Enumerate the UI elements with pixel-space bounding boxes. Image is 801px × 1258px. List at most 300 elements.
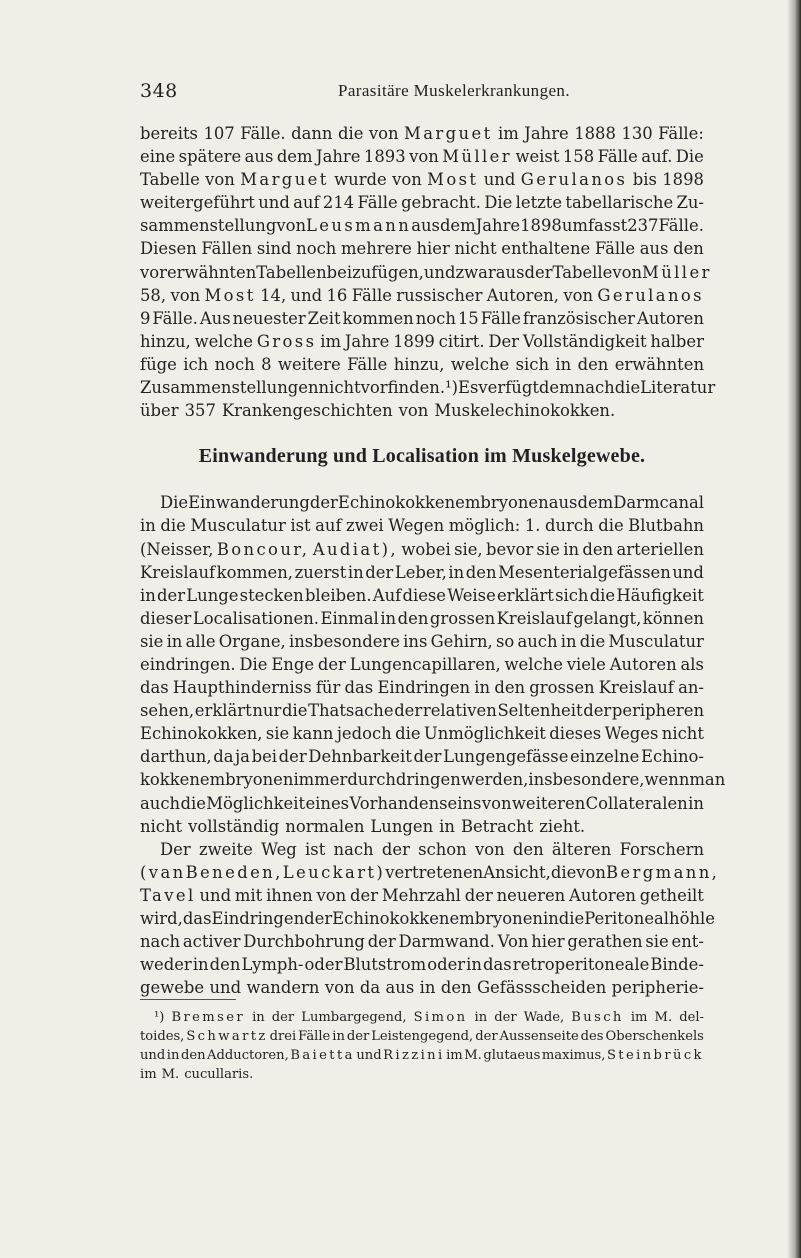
word: bereits [140, 124, 198, 143]
word: dem [439, 216, 476, 236]
word: Der [160, 839, 191, 859]
word: nicht [661, 724, 704, 744]
word: hier [531, 932, 565, 952]
word: ist [305, 839, 326, 859]
word: die [589, 585, 616, 605]
word: den [465, 562, 497, 582]
word: den [582, 539, 614, 559]
word: sehen, [140, 701, 195, 721]
word: alle [185, 631, 216, 651]
word: ent- [671, 932, 704, 952]
word: Gehirn, [430, 631, 493, 651]
running-title: Parasitäre Muskelerkrankungen. [338, 81, 570, 100]
word: Aus [199, 308, 231, 328]
word: Von [497, 932, 529, 952]
text-line [140, 976, 704, 999]
text-line [140, 284, 704, 307]
word: cucullaris. [184, 1067, 254, 1082]
word: Rizzini [383, 1048, 445, 1063]
word: Binde- [650, 955, 704, 975]
word: in [166, 1048, 180, 1063]
word: M. [464, 1048, 482, 1063]
word: das [140, 678, 169, 698]
word: gerathen [567, 932, 643, 952]
word: im [446, 1048, 463, 1063]
text-line [140, 399, 704, 422]
word: Fälle [351, 285, 392, 305]
word: eindringen. [140, 654, 236, 674]
word: aus [411, 216, 440, 236]
word: Krankengeschichten [221, 401, 393, 421]
body-text [140, 122, 726, 999]
word: Localisationen. [192, 608, 319, 628]
word: Kreislauf [496, 608, 572, 628]
word: Organe, [218, 631, 286, 651]
word: Fällen [201, 239, 253, 259]
word: Einwanderung [188, 493, 310, 513]
word: gewebe [140, 978, 205, 998]
word: sie [536, 539, 560, 559]
word: retroperitoneale [512, 955, 650, 975]
word: Vollständigkeit [522, 331, 647, 351]
word: kokkenembryonen [140, 770, 294, 790]
word: Forschern [619, 839, 704, 859]
word: kann [292, 724, 334, 744]
word: dem [577, 493, 614, 513]
word: drei [269, 1029, 297, 1044]
word: Jahre [475, 216, 521, 236]
word: hier [416, 239, 450, 259]
word: von [576, 862, 606, 882]
word: von [392, 170, 422, 190]
word: Gross [256, 331, 317, 351]
word: umfasst [561, 216, 628, 236]
word: die [579, 631, 606, 651]
word: Betracht [460, 816, 534, 836]
word: bleiben. [304, 585, 372, 605]
word: Fälle. [658, 216, 704, 236]
word: der [317, 654, 346, 674]
word: dem [276, 147, 313, 167]
word: 8 [261, 354, 272, 374]
word: grossen [529, 678, 595, 698]
word: Lunge [186, 585, 239, 605]
paragraph-2 [140, 491, 726, 837]
word: vorerwähnten [140, 262, 257, 282]
word: darthun, [140, 747, 212, 767]
word: den [209, 955, 241, 975]
word: von [170, 285, 201, 305]
word: Mehrzahl [381, 885, 461, 905]
word: der [350, 885, 379, 905]
text-line [140, 307, 704, 330]
word: erklärt [194, 701, 252, 721]
word: 1898 [520, 216, 562, 236]
text-line [140, 607, 704, 630]
word: den [512, 839, 544, 859]
word: vorfinden. [360, 378, 446, 398]
word: beizufügen, [326, 262, 424, 282]
word: Adductoren, [207, 1048, 289, 1063]
word: 158 [562, 147, 595, 167]
footnote-line [140, 1065, 704, 1084]
page-edge-shadow [787, 0, 801, 1258]
word: 15 [457, 308, 479, 328]
word: die [395, 724, 421, 744]
word: Wegen [388, 516, 445, 536]
word: Wade, [523, 1010, 565, 1025]
word: welche [450, 354, 510, 374]
word: Bergmann, [605, 862, 720, 882]
word: der [524, 262, 553, 282]
word: Blutbahn [628, 516, 704, 536]
word: wenn [644, 770, 690, 790]
word: und [356, 1048, 382, 1063]
word: im [630, 1010, 648, 1025]
word: eines [305, 793, 350, 813]
word: in [474, 678, 491, 698]
word: bevor [486, 539, 534, 559]
word: der [475, 1029, 498, 1044]
word: 14, [260, 285, 287, 305]
word: Leusmann [306, 216, 412, 236]
word: enthaltene [501, 239, 591, 259]
word: das [483, 955, 512, 975]
word: Seltenheit [497, 701, 583, 721]
word: stecken [239, 585, 304, 605]
word: kommen, [216, 562, 293, 582]
word: nicht [318, 378, 361, 398]
text-line [140, 584, 704, 607]
word: M. [654, 1010, 673, 1025]
word: sammenstellung [140, 216, 277, 236]
word: durchdringen [347, 770, 461, 790]
word: in [192, 955, 209, 975]
word: in [380, 608, 397, 628]
word: durch [545, 516, 594, 536]
word: maximus, [541, 1048, 606, 1063]
word: im [320, 331, 342, 351]
text-line [140, 768, 726, 791]
word: im [498, 124, 519, 143]
word: M. [161, 1067, 180, 1082]
word: die [160, 516, 186, 536]
word: relativen [422, 701, 497, 721]
word: nicht [454, 239, 497, 259]
word: mit [234, 885, 263, 905]
word: in [542, 909, 559, 928]
word: der [346, 1029, 370, 1044]
word: der [494, 1010, 517, 1025]
word: (van [140, 862, 186, 882]
word: in [563, 539, 580, 559]
word: den [397, 608, 429, 628]
word: können [642, 608, 704, 628]
word: sie, [454, 539, 483, 559]
word: und [199, 885, 232, 905]
word: in [466, 955, 482, 975]
word: Zeit [307, 308, 341, 328]
word: Fälle. [152, 308, 198, 328]
word: Fälle: [658, 124, 704, 143]
word: in [448, 562, 465, 582]
word: Simon [413, 1010, 468, 1025]
word: zuerst [294, 562, 347, 582]
word: von [474, 839, 505, 859]
text-line [140, 630, 704, 653]
word: wurde [334, 170, 387, 190]
word: in [555, 354, 572, 374]
word: Weg [261, 839, 297, 859]
word: von [324, 978, 355, 998]
word: Tabelle [552, 262, 613, 282]
word: Vorhandenseins [349, 793, 482, 813]
word: Die [484, 193, 513, 213]
word: sind [256, 239, 292, 259]
word: man [689, 770, 726, 790]
word: zwar [455, 262, 496, 282]
word: 237 [627, 216, 659, 236]
word: der [304, 909, 333, 928]
word: oder [427, 955, 466, 975]
word: normalen [285, 816, 365, 836]
paragraph-3 [140, 838, 720, 1000]
word: füge [140, 354, 177, 374]
text-line [140, 237, 704, 260]
word: Beneden, [185, 862, 283, 882]
word: von [563, 285, 593, 305]
word: Enge [271, 654, 315, 674]
word: ihnen [266, 885, 313, 905]
word: vertretenen [385, 862, 484, 882]
text-line [140, 676, 704, 699]
word: Fälle [298, 1029, 331, 1044]
word: vollständig [188, 816, 280, 836]
word: ¹) [154, 1010, 165, 1025]
word: aus [385, 978, 415, 998]
text-line [140, 122, 704, 145]
word: sie [645, 932, 669, 952]
word: Leistengegend, [371, 1029, 474, 1044]
word: ich [183, 354, 209, 374]
word: Lungengefässe [443, 747, 569, 767]
word: der [367, 932, 396, 952]
word: getheilt [639, 885, 704, 905]
word: 130 [621, 124, 653, 143]
word: peripheren [611, 701, 704, 721]
word: von [276, 216, 306, 236]
word: in [166, 631, 183, 651]
word: als [680, 654, 704, 674]
running-head [140, 80, 700, 102]
text-line [140, 261, 712, 284]
word: Marguet [404, 124, 493, 143]
text-line [140, 376, 716, 399]
word: auch [140, 793, 181, 813]
word: Autoren [636, 308, 704, 328]
word: peripherie- [611, 978, 704, 998]
word: Weges [604, 724, 659, 744]
word: und [483, 170, 516, 190]
word: immer [293, 770, 348, 790]
text-line [140, 145, 704, 168]
word: das [344, 678, 374, 698]
text-line [140, 330, 704, 353]
word: und [140, 1048, 166, 1063]
word: Echinokokken, [140, 724, 263, 744]
word: und [290, 285, 323, 305]
word: neuester [232, 308, 306, 328]
word: der [365, 562, 394, 582]
word: den [577, 354, 609, 374]
word: in [560, 631, 577, 651]
word: das [182, 909, 212, 928]
word: von [481, 793, 512, 813]
word: (Neisser, [140, 539, 214, 559]
word: Most [204, 285, 256, 305]
word: für [315, 678, 341, 698]
word: Busch [571, 1010, 624, 1025]
word: Echinokokkenembryonen [337, 493, 549, 513]
word: an- [678, 678, 704, 698]
word: eine [140, 147, 176, 167]
word: gebracht. [401, 193, 481, 213]
word: erwähnten [614, 354, 704, 374]
word: halber [650, 331, 704, 351]
word: grossen [429, 608, 496, 628]
word: da [359, 978, 381, 998]
footnote-line [140, 1027, 704, 1046]
word: Zu- [676, 193, 704, 213]
word: nach [140, 932, 181, 952]
word: Audiat), [312, 539, 398, 559]
word: Boncour, [216, 539, 310, 559]
word: wobei [401, 539, 451, 559]
word: den [494, 678, 526, 698]
word: der [309, 493, 338, 513]
word: Lumbargegend, [301, 1010, 407, 1025]
word: älteren [551, 839, 612, 859]
footnote-rule [140, 999, 236, 1000]
word: Weise [447, 585, 496, 605]
word: Einmal [320, 608, 379, 628]
word: sich [515, 354, 550, 374]
word: von [398, 401, 429, 421]
word: Dehnbarkeit [308, 747, 412, 767]
word: russischer [396, 285, 483, 305]
word: 1. [524, 516, 541, 536]
word: viele [566, 654, 606, 674]
word: 107 [203, 124, 235, 143]
word: des [580, 1029, 604, 1044]
word: Darmcanal [613, 493, 705, 513]
word: der [381, 839, 410, 859]
word: Leber, [394, 562, 447, 582]
word: französischer [522, 308, 635, 328]
word: aus [639, 239, 669, 259]
word: Zusammenstellungen [140, 378, 319, 398]
word: Muskelechinokokken. [434, 401, 616, 421]
text-line [140, 722, 704, 745]
text-line [140, 538, 704, 561]
word: auf [293, 193, 320, 213]
word: Haupthinderniss [172, 678, 312, 698]
word: bei [251, 747, 278, 767]
word: über [140, 401, 179, 421]
word: letzte [515, 193, 563, 213]
word: Die [160, 493, 189, 513]
word: der [583, 701, 612, 721]
word: und [672, 562, 704, 582]
word: Kreislauf [598, 678, 674, 698]
word: Gerulanos [520, 170, 628, 190]
word: wird, [140, 909, 183, 928]
text-line [140, 792, 704, 815]
footnote-line [140, 1008, 704, 1027]
word: die [281, 701, 308, 721]
word: Oberschenkels [605, 1029, 704, 1044]
word: nur [252, 701, 282, 721]
text-line [140, 907, 715, 930]
word: im [140, 1067, 157, 1082]
word: in [347, 562, 364, 582]
word: verfügt [478, 378, 539, 398]
word: den [673, 239, 704, 259]
word: Musculatur [190, 516, 286, 536]
word: in [474, 1010, 488, 1025]
word: ist [290, 516, 311, 536]
word: Durchbohrung [243, 932, 365, 952]
word: Fälle [594, 239, 636, 259]
footnote-line [140, 1046, 704, 1065]
word: in [140, 516, 156, 536]
word: auch [517, 631, 558, 651]
word: Autoren [609, 654, 677, 674]
word: demnach [538, 378, 615, 398]
word: Möglichkeit [206, 793, 306, 813]
word: in [140, 585, 156, 605]
word: aus [548, 493, 578, 513]
word: Bremser [171, 1010, 246, 1025]
word: noch [296, 239, 337, 259]
word: Die [239, 654, 268, 674]
word: weitere [277, 354, 341, 374]
word: insbesondere, [528, 770, 645, 790]
word: weist [515, 147, 560, 167]
word: welche [504, 654, 563, 674]
word: Eindringen [377, 678, 471, 698]
word: Darmwand. [398, 932, 495, 952]
word: 58, [140, 285, 167, 305]
word: möglich: [448, 516, 521, 536]
word: Autoren, [486, 285, 559, 305]
word: so [495, 631, 515, 651]
word: Most [427, 170, 479, 190]
word: arteriellen [616, 539, 704, 559]
word: Mesenterialgefässen [498, 562, 671, 582]
word: ¹) [445, 378, 459, 398]
word: der [413, 747, 442, 767]
word: Literatur [640, 378, 716, 398]
word: auf. [641, 147, 673, 167]
word: zweite [198, 839, 253, 859]
word: 1888 [574, 124, 616, 143]
word: der [157, 585, 186, 605]
word: Häufigkeit [616, 585, 704, 605]
word: in [439, 816, 455, 836]
word: den [440, 978, 472, 998]
word: weder [140, 955, 192, 975]
